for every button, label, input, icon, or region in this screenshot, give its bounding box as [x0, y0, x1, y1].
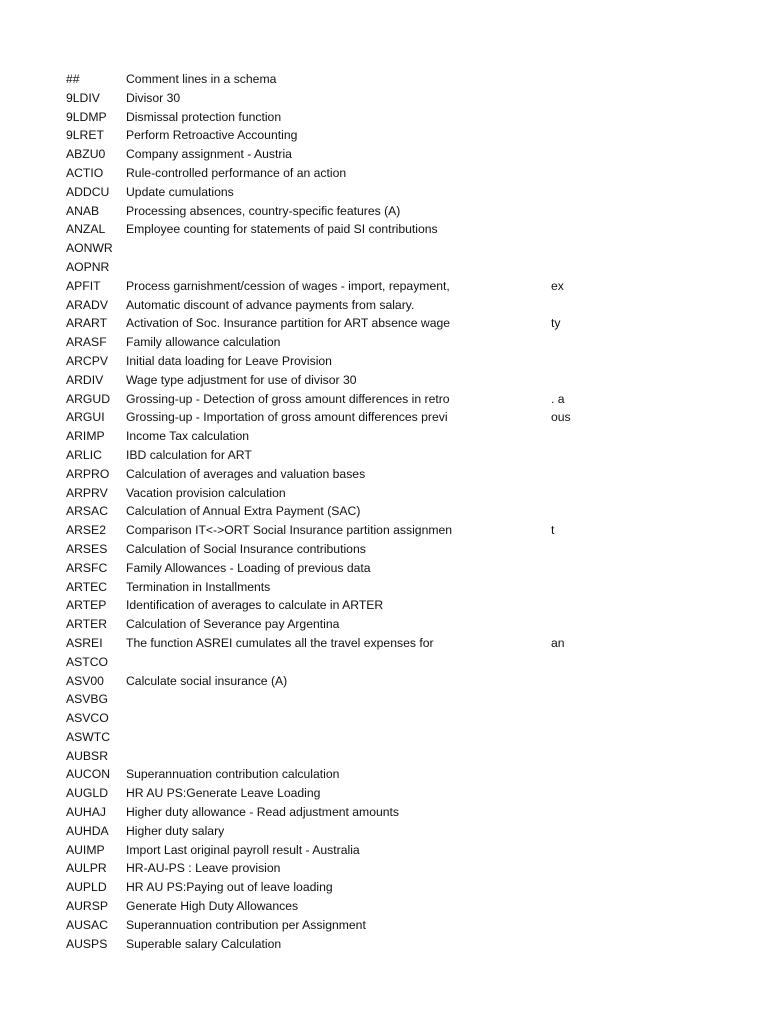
function-code: AURSP — [66, 899, 108, 914]
function-code: AUSAC — [66, 917, 108, 932]
function-code: ARTEP — [66, 598, 107, 613]
function-code: AUBSR — [66, 748, 108, 763]
function-list — [0, 70, 768, 953]
function-description: Automatic discount of advance payments from salary. — [126, 297, 415, 312]
function-code: ARDIV — [66, 372, 104, 387]
function-code: AUCON — [66, 767, 111, 782]
function-code: ARTEC — [66, 579, 108, 594]
function-description: Grossing-up - Detection of gross amount differences in retro — [126, 391, 450, 406]
list-item — [0, 183, 768, 202]
list-item — [0, 126, 768, 145]
description-overflow: an — [551, 635, 565, 650]
list-item — [0, 239, 768, 258]
list-item — [0, 878, 768, 897]
function-code: ASREI — [66, 635, 103, 650]
list-item — [0, 765, 768, 784]
function-code: ARSFC — [66, 560, 108, 575]
list-item — [0, 596, 768, 615]
function-description: Grossing-up - Importation of gross amount differences previ — [126, 410, 448, 425]
description-overflow: . a — [551, 391, 565, 406]
function-description: Rule-controlled performance of an action — [126, 165, 347, 180]
list-item — [0, 371, 768, 390]
function-code: APFIT — [66, 278, 101, 293]
function-code: ## — [66, 72, 80, 86]
function-code: ASWTC — [66, 729, 111, 744]
list-item — [0, 484, 768, 503]
list-item — [0, 164, 768, 183]
function-description: Comparison IT<->ORT Social Insurance partition assignmen — [126, 523, 453, 538]
list-item — [0, 108, 768, 127]
list-item — [0, 709, 768, 728]
list-item — [0, 897, 768, 916]
function-description: Higher duty salary — [126, 823, 225, 838]
list-item — [0, 220, 768, 239]
function-description: Superable salary Calculation — [126, 936, 282, 951]
function-code: ARGUI — [66, 410, 105, 425]
function-code: ASV00 — [66, 673, 104, 688]
list-item — [0, 333, 768, 352]
function-description: Termination in Installments — [126, 579, 271, 594]
function-description: HR-AU-PS : Leave provision — [126, 861, 281, 876]
function-code: AUHDA — [66, 823, 109, 838]
function-description: Wage type adjustment for use of divisor 30 — [126, 372, 357, 387]
function-description: Process garnishment/cession of wages - import, repayment, — [126, 278, 450, 293]
function-code: AUHAJ — [66, 805, 106, 820]
function-description: Family Allowances - Loading of previous data — [126, 560, 371, 575]
function-code: ARLIC — [66, 447, 102, 462]
function-code: 9LDIV — [66, 90, 100, 105]
function-description: Calculation of Social Insurance contributions — [126, 541, 366, 556]
list-item — [0, 559, 768, 578]
list-item — [0, 521, 768, 540]
function-code: AUSPS — [66, 936, 108, 951]
function-description: Generate High Duty Allowances — [126, 899, 299, 914]
function-code: ARTER — [66, 617, 108, 632]
list-item — [0, 747, 768, 766]
function-description: Vacation provision calculation — [126, 485, 286, 500]
description-overflow: ty — [551, 316, 561, 331]
function-code: AUGLD — [66, 786, 108, 801]
list-item — [0, 634, 768, 653]
list-item — [0, 653, 768, 672]
function-description: Income Tax calculation — [126, 429, 250, 444]
function-code: 9LDMP — [66, 109, 107, 124]
function-description: Calculate social insurance (A) — [126, 673, 288, 688]
function-description: Family allowance calculation — [126, 335, 281, 350]
list-item — [0, 672, 768, 691]
function-description: Processing absences, country-specific features (A) — [126, 203, 401, 218]
list-item — [0, 803, 768, 822]
list-item — [0, 145, 768, 164]
list-item — [0, 465, 768, 484]
function-code: ABZU0 — [66, 147, 106, 162]
function-description: Update cumulations — [126, 184, 234, 199]
function-description: The function ASREI cumulates all the travel expenses for — [126, 635, 434, 650]
function-description: Initial data loading for Leave Provision — [126, 353, 332, 368]
list-item — [0, 202, 768, 221]
function-code: ANAB — [66, 203, 100, 218]
function-description: Calculation of Severance pay Argentina — [126, 617, 340, 632]
function-code: ARSES — [66, 541, 108, 556]
list-item — [0, 502, 768, 521]
description-overflow: t — [551, 523, 555, 538]
function-description: Employee counting for statements of paid SI contributions — [126, 222, 438, 237]
list-item — [0, 728, 768, 747]
function-code: AULPR — [66, 861, 107, 876]
function-code: ARADV — [66, 297, 108, 312]
function-code: ACTIO — [66, 165, 104, 180]
list-item — [0, 390, 768, 409]
function-description: Calculation of Annual Extra Payment (SAC) — [126, 504, 361, 519]
list-item — [0, 296, 768, 315]
description-overflow: ous — [551, 410, 571, 425]
list-item — [0, 352, 768, 371]
function-code: ARSAC — [66, 504, 108, 519]
list-item — [0, 408, 768, 427]
list-item — [0, 540, 768, 559]
function-description: Calculation of averages and valuation bases — [126, 466, 366, 481]
list-item — [0, 822, 768, 841]
function-code: AUIMP — [66, 842, 105, 857]
function-code: ARART — [66, 316, 108, 331]
function-description: HR AU PS:Paying out of leave loading — [126, 880, 333, 895]
function-description: Perform Retroactive Accounting — [126, 128, 298, 143]
function-code: ARPRV — [66, 485, 108, 500]
function-description: Comment lines in a schema — [126, 72, 277, 86]
function-code: ARSE2 — [66, 523, 106, 538]
list-item — [0, 935, 768, 954]
function-code: AOPNR — [66, 259, 110, 274]
list-item — [0, 89, 768, 108]
list-item — [0, 70, 768, 89]
function-description: Import Last original payroll result - Australia — [126, 842, 360, 857]
function-code: ARPRO — [66, 466, 110, 481]
function-description: Higher duty allowance - Read adjustment amounts — [126, 805, 400, 820]
function-code: AONWR — [66, 241, 113, 256]
function-description: Superannuation contribution calculation — [126, 767, 340, 782]
list-item — [0, 784, 768, 803]
function-code: ARCPV — [66, 353, 108, 368]
function-code: 9LRET — [66, 128, 104, 143]
list-item — [0, 258, 768, 277]
function-description: Dismissal protection function — [126, 109, 282, 124]
function-code: ASVBG — [66, 692, 108, 707]
function-description: HR AU PS:Generate Leave Loading — [126, 786, 321, 801]
function-code: ASVCO — [66, 711, 109, 726]
function-description: Superannuation contribution per Assignment — [126, 917, 366, 932]
function-description: Company assignment - Austria — [126, 147, 292, 162]
function-code: ARGUD — [66, 391, 111, 406]
function-code: ASTCO — [66, 654, 108, 669]
function-code: ADDCU — [66, 184, 110, 199]
function-code: ARASF — [66, 335, 107, 350]
list-item — [0, 916, 768, 935]
list-item — [0, 277, 768, 296]
function-code: ARIMP — [66, 429, 105, 444]
list-item — [0, 446, 768, 465]
list-item — [0, 690, 768, 709]
function-description: Activation of Soc. Insurance partition for ART absence wage — [126, 316, 451, 331]
list-item — [0, 578, 768, 597]
function-code: AUPLD — [66, 880, 107, 895]
list-item — [0, 841, 768, 860]
function-description: IBD calculation for ART — [126, 447, 252, 462]
function-description: Divisor 30 — [126, 90, 181, 105]
list-item — [0, 859, 768, 878]
list-item — [0, 427, 768, 446]
function-description: Identification of averages to calculate in ARTER — [126, 598, 384, 613]
description-overflow: ex — [551, 278, 564, 293]
function-code: ANZAL — [66, 222, 106, 237]
list-item — [0, 314, 768, 333]
list-item — [0, 615, 768, 634]
